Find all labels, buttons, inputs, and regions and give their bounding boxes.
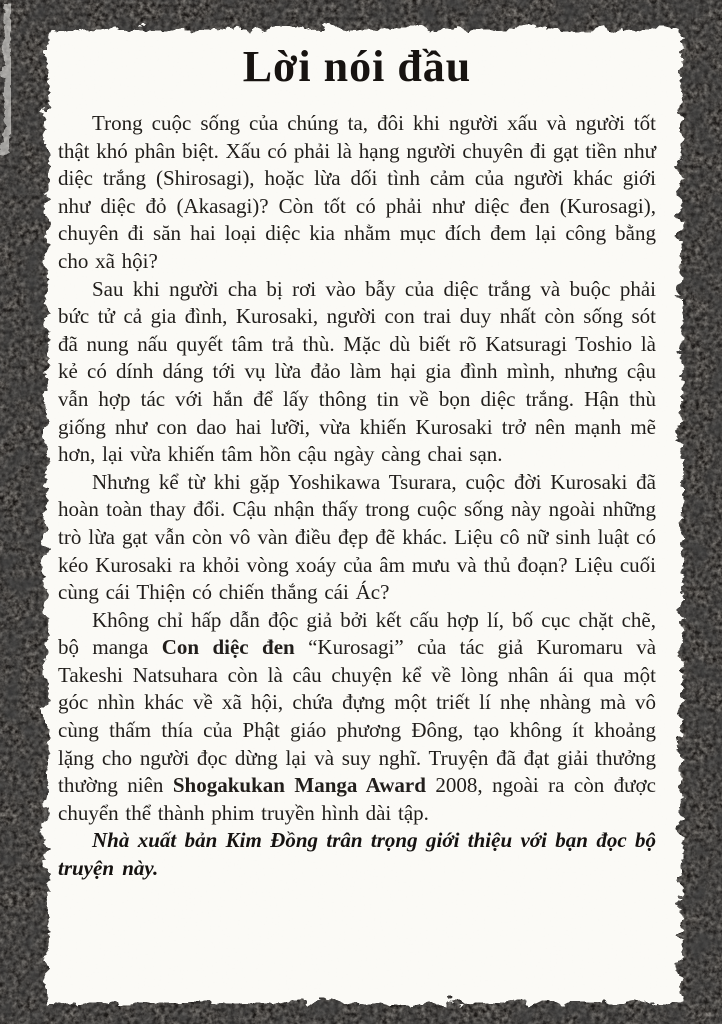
text-run: Không chỉ hấp dẫn độc giả bởi kết cấu hợp lí, bố cục chặt chẽ, bộ manga [58,607,656,660]
body-paragraph [58,110,656,276]
emphasized-text: Nhà xuất bản Kim Đồng trân trọng giới thiệu với bạn đọc bộ truyện này. [58,828,656,881]
text-run: Trong cuộc sống của chúng ta, đôi khi người xấu và người tốt thật khó phân biệt. Xấu có phải là hạng người chuyên đi gạt tiền như diệc trắng (Shirosagi), hoặc lừa dối tình cảm của người khác giới như diệc đỏ (Akasagi)? Còn tốt có phải như diệc đen (Kurosagi), chuyên đi săn hai loại diệc kia nhằm mục đích đem lại công bằng cho xã hội? [58,111,656,273]
page-title: Lời nói đầu [242,42,472,91]
publisher-note [58,827,656,882]
text-run: 2008, ngoài ra còn được chuyển thể thành phim truyền hình dài tập. [58,773,656,825]
body-paragraph [58,469,656,607]
body-paragraph [58,276,656,469]
body-paragraphs [58,110,656,883]
text-run: “Kurosagi” của tác giả Kuromaru và Takeshi Natsuhara còn là câu chuyện kể về lòng nhân ái qua một góc nhìn khác về xã hội, chứa đựng một triết lí nhẹ nhàng mà vô cùng thấm thía của Phật giáo phương Đông, tạo không ít khoảng lặng cho người đọc dừng lại và suy nghĩ. Truyện đã đạt giải thưởng thường niên [58,635,657,798]
page-content [58,34,656,883]
emphasized-text: Con diệc đen [161,635,295,660]
emphasized-text: Shogakukan Manga Award [172,773,426,798]
body-paragraph [58,607,656,828]
text-run: Nhưng kể từ khi gặp Yoshikawa Tsurara, cuộc đời Kurosaki đã hoàn toàn thay đổi. Cậu nhận thấy trong cuộc sống này ngoài những trò lừa gạt vẫn còn vô vàn điều đẹp đẽ khác. Liệu cô nữ sinh luật có kéo Kurosaki ra khỏi vòng xoáy của âm mưu và thủ đoạn? Liệu cuối cùng cái Thiện có chiến thắng cái Ác? [58,469,656,605]
text-run: Sau khi người cha bị rơi vào bẫy của diệc trắng và buộc phải bức tử cả gia đình, Kurosaki, người con trai duy nhất còn sống sót đã nung nấu quyết tâm trả thù. Mặc dù biết rõ Katsuragi Toshio là kẻ có dính dáng tới vụ lừa đảo làm hại gia đình mình, nhưng cậu vẫn hợp tác với hắn để lấy thông tin về bọn diệc trắng. Hận thù giống như con dao hai lưỡi, vừa khiến Kurosaki trở nên mạnh mẽ hơn, lại vừa khiến tâm hồn cậu ngày càng chai sạn. [58,276,656,467]
